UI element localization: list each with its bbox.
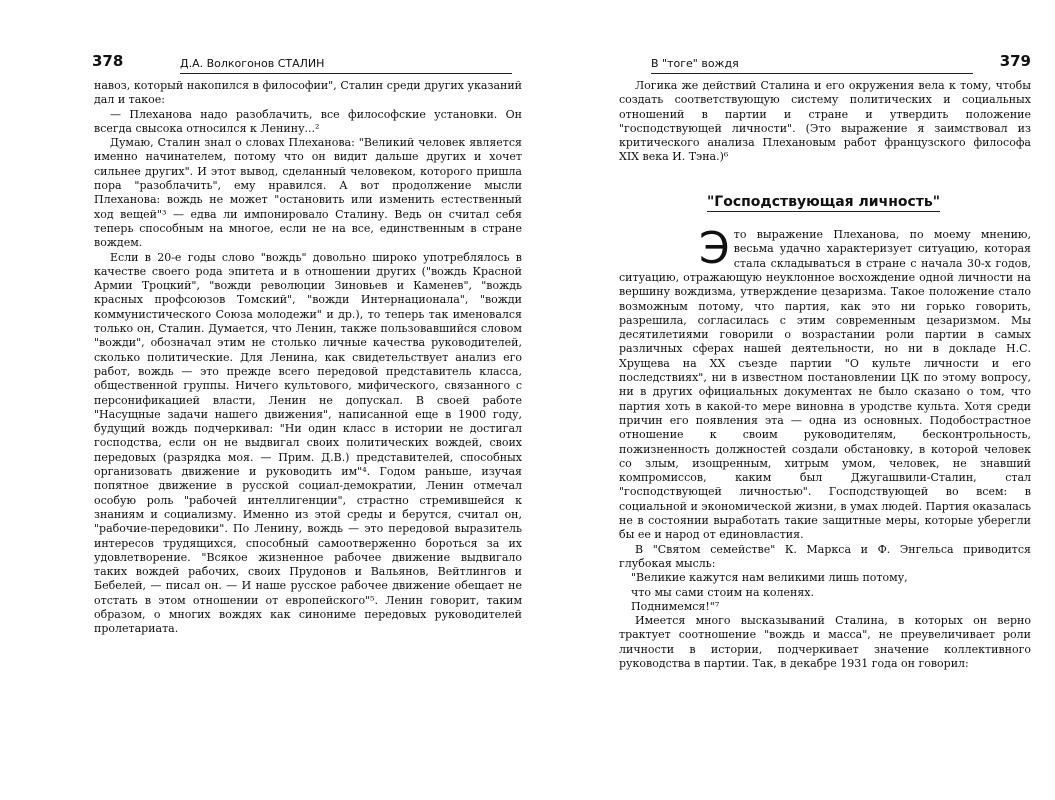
first-paragraph [619,223,1031,543]
drop-cap: Э [699,223,730,275]
left-header-rule [180,73,512,74]
intro-paragraph: Логика же действий Сталина и его окружения вела к тому, чтобы создать соответствующую систему политических и социальных отношений в партии и стране и утвердить положение "господствующей личности". (Это выражение я заимствовал из критического анализа Плехановым работ французского философа XIX века И. Тэна.)⁶ [619,79,1031,164]
poem-line: что мы сами стоим на коленях. [631,585,814,599]
left-page-text [94,79,522,637]
right-page-number: 379 [999,52,1031,70]
left-running-header: Д.А. Волкогонов СТАЛИН [180,57,325,70]
poem-line: "Великие кажутся нам великими лишь потому, [631,571,908,585]
poem-line: Поднимемся!"⁷ [631,599,720,613]
paragraph: Если в 20-е годы слово "вождь" довольно широко употреблялось в качестве своего рода эпитета и в отношении других ("вождь Красной Армии Троцкий", "вожди революции Зиновьев и Каменев", "вождь красных профсоюзов Томский", "вожди Интернационала", "вожди коммунистического Союза молодежи" и др.), то теперь так именовался только он, Сталин. Думается, что Ленин, также пользовавшийся словом "вожди", обозначал этим не столько личные качества руководителей, сколько политические. Для Ленина, как свидетельствует анализ его работ, вождь — это прежде всего передовой представитель класса, общественной группы. Ничего культового, мифического, связанного с персонификацией власти, Ленин не допускал. В своей работе "Насущные задачи нашего движения", написанной еще в 1900 году, будущий вождь подчеркивал: "Ни один класс в истории не достигал господства, если он не выдвигал своих политических вождей, своих передовых (разрядка моя. — Прим. Д.В.) представителей, способных организовать движение и руководить им"⁴. Годом раньше, изучая попятное движение в русской социал-демократии, Ленин отмечал особую роль "рабочей интеллигенции", страстно стремившейся к знаниям и социализму. Именно из этой среды и берутся, считал он, "рабочие-передовики". По Ленину, вождь — это передовой выразитель интересов трудящихся, способный самоотверженно бороться за их удовлетворение. "Всякое жизненное рабочее движение выдвигало таких вождей рабочих, своих Прудонов и Вальянов, Вейтлингов и Бебелей, — писал он. — И наше русское рабочее движение обещает не отстать в этом отношении от европейского"⁵. Ленин говорит, таким образом, о многих вождях как синониме передовых руководителей пролетариата. [94,250,522,636]
left-page [92,0,522,636]
right-running-header: В "тоге" вождя [651,57,739,70]
right-page-header [611,0,1031,70]
right-page [611,0,1031,670]
left-page-number: 378 [92,52,124,70]
left-page-header [92,0,512,70]
paragraph: Думаю, Сталин знал о словах Плеханова: "Великий человек является именно начинателем, потому что он видит дальше других и хочет сильнее других". И этот вывод, сделанный человеком, которого пришла пора "разоблачить", ему нравился. А вот продолжение мысли Плеханова: вождь не может "остановить или изменить естественный ход вещей"³ — едва ли импонировало Сталину. Ведь он считал себя теперь способным на многое, если не на все, единственным в стране вождем. [94,136,522,250]
paragraph: — Плеханова надо разоблачить, все философские установки. Он всегда свысока относился к Ленину...² [94,107,522,135]
quote-intro: В "Святом семействе" К. Маркса и Ф. Энгельса приводится глубокая мысль: [619,542,1031,570]
section-heading: "Господствующая личность" [707,195,940,212]
closing-paragraph: Имеется много высказываний Сталина, в которых он верно трактует соотношение "вождь и масса", не преувеличивает роли личности в истории, подчеркивает значение коллективного руководства в партии. Так, в декабре 1931 года он говорил: [619,614,1031,670]
right-page-text [619,79,1031,671]
right-header-rule [651,73,973,74]
paragraph: навоз, который накопился в философии", Сталин среди других указаний дал и такое: [94,79,522,107]
first-paragraph-text: то выражение Плеханова, по моему мнению, весьма удачно характеризует ситуацию, которая стала складываться в стране с начала 30-х годов, ситуацию, отражающую неуклонное восхождение одной личности на вершину вождизма, утверждение цезаризма. Такое положение стало возможным потому, что партия, как это ни горько говорить, разрешила, согласилась с этим современным цезаризмом. Мы десятилетиями говорили о возрастании роли партии в самых различных сферах нашей деятельности, но ни в докладе Н.С. Хрущева на XX съезде партии "О культе личности и его последствиях", ни в известном постановлении ЦК по этому вопросу, ни в других официальных документах не было сказано о том, что партия хоть в какой-то мере виновна в уродстве культа. Хотя среди причин его появления эта — одна из основных. Подобострастное отношение к своим руководителям, бесконтрольность, пожизненность должностей создали обстановку, в которой человек со злым, изощренным, хитрым умом, человек, не знавший компромиссов, каким был Джугашвили-Сталин, стал "господствующей личностью". Господствующей во всем: в социальной и экономической жизни, в умах людей. Партия оказалась не в состоянии выработать такие защитные меры, которые уберегли бы ее и народ от единовластия. [619,228,1031,542]
